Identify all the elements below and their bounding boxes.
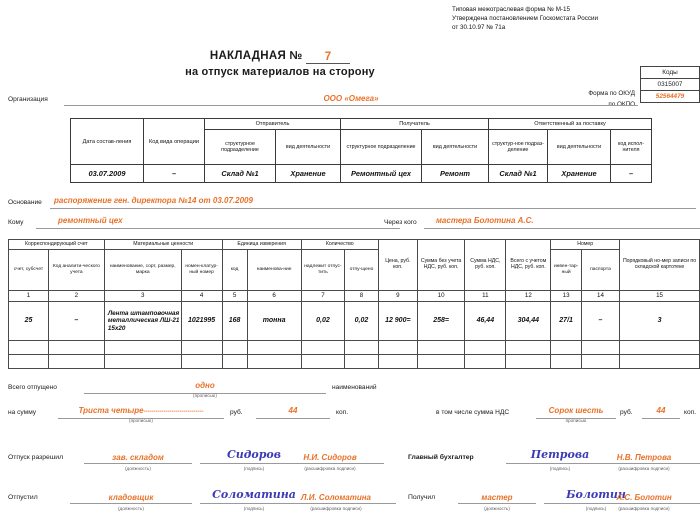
header-table-value-row (71, 165, 652, 183)
transcript-caption: (расшифровка подписи) (618, 506, 670, 511)
empty-cell[interactable] (345, 341, 379, 355)
materials-number-row (9, 291, 700, 302)
table-row[interactable] (9, 302, 700, 341)
released-by-position-slot[interactable] (70, 482, 192, 511)
empty-cell[interactable] (104, 341, 181, 355)
col-resp-dept-header: структур-ное подраз-деление (489, 130, 548, 165)
signature-caption: (подпись) (585, 506, 607, 511)
cell-unit-code[interactable]: 168 (222, 302, 247, 341)
empty-cell[interactable] (551, 341, 582, 355)
rule (84, 463, 192, 464)
col-sender-activity-header: вид деятельности (276, 130, 341, 165)
value-operation-code[interactable]: – (144, 165, 205, 183)
through-whom-label: Через кого (384, 219, 417, 226)
kop-label: коп. (336, 409, 349, 416)
colnum-11: 11 (465, 291, 506, 302)
rule (458, 503, 536, 504)
cell-qty-released[interactable]: 0,02 (345, 302, 379, 341)
empty-cell[interactable] (48, 355, 104, 369)
empty-cell[interactable] (465, 341, 506, 355)
permitted-transcript: Н.И. Сидоров (303, 453, 357, 462)
value-receiver-activity[interactable]: Ремонт (422, 165, 489, 183)
colnum-15: 15 (620, 291, 700, 302)
colnum-12: 12 (506, 291, 551, 302)
rule (276, 503, 396, 504)
form-reference-line-2: Утверждена постановлением Госкомстата России (452, 15, 599, 23)
group-sender: Отправитель (205, 119, 341, 130)
position-caption: (должность) (484, 506, 510, 511)
colnum-8: 8 (345, 291, 379, 302)
signature-caption: (подпись) (243, 506, 265, 511)
col-date-header: Дата состав-ления (71, 119, 144, 165)
rule (70, 503, 192, 504)
col-card-number-header: Порядковый но-мер записи по складской картотеке (620, 240, 700, 291)
header-table-group-row (71, 119, 652, 130)
released-by-label: Отпустил (8, 494, 38, 501)
released-by-transcript-slot[interactable] (276, 482, 396, 511)
document-number: 7 (306, 51, 350, 64)
value-resp-dept[interactable]: Склад №1 (489, 165, 548, 183)
col-analytic-code-header: Код аналити-ческого учета (48, 250, 104, 291)
value-sender-activity[interactable]: Хранение (276, 165, 341, 183)
vat-kopeck-value[interactable]: 44 (642, 406, 680, 419)
accountant-label: Главный бухгалтер (408, 454, 474, 461)
sum-dashes: ------------------------------ (143, 409, 204, 415)
colnum-14: 14 (581, 291, 619, 302)
value-executor-code[interactable]: – (611, 165, 652, 183)
empty-cell[interactable] (181, 341, 222, 355)
empty-cell[interactable] (378, 355, 417, 369)
col-qty-released-header: отпу-щено (345, 250, 379, 291)
empty-cell[interactable] (378, 341, 417, 355)
col-account-header: счет, субсчет (9, 250, 49, 291)
accountant-transcript-slot[interactable] (588, 442, 700, 471)
released-by-position: кладовщик (108, 493, 154, 502)
col-resp-activity-header: вид деятельности (548, 130, 611, 165)
received-transcript: А.С. Болотин (616, 493, 672, 502)
colnum-9: 9 (378, 291, 417, 302)
col-receiver-dept-header: структурное подразделение (341, 130, 422, 165)
colnum-4: 4 (181, 291, 222, 302)
form-reference-line-1: Типовая межотраслевая форма № М-15 (452, 6, 571, 13)
cell-total[interactable]: 304,44 (506, 302, 551, 341)
vat-kop-label: коп. (684, 409, 697, 416)
signature-caption: (подпись) (243, 466, 265, 471)
materials-table (8, 239, 700, 369)
empty-cell[interactable] (345, 355, 379, 369)
permitted-position-slot[interactable] (84, 442, 192, 471)
col-executor-code-header: код испол-нителя (611, 130, 652, 165)
received-signature: Болотин (566, 488, 626, 501)
accountant-signature: Петрова (530, 448, 590, 461)
colnum-6: 6 (247, 291, 301, 302)
empty-cell[interactable] (551, 355, 582, 369)
organization-label: Организация (8, 96, 48, 103)
received-position-slot[interactable] (458, 482, 536, 511)
transcript-caption: (расшифровка подписи) (304, 466, 356, 471)
accountant-transcript: Н.В. Петрова (616, 453, 672, 462)
table-row-empty[interactable] (9, 341, 700, 355)
cell-unit-name[interactable]: тонна (247, 302, 301, 341)
colnum-7: 7 (301, 291, 344, 302)
through-whom-value[interactable]: мастера Болотина А.С. (424, 216, 700, 229)
col-total-header: Всего с учетом НДС, руб. коп. (506, 240, 551, 291)
colnum-2: 2 (48, 291, 104, 302)
permitted-signature: Сидоров (227, 448, 281, 461)
cell-price[interactable]: 12 900= (378, 302, 417, 341)
received-label: Получил (408, 494, 436, 501)
colnum-5: 5 (222, 291, 247, 302)
empty-cell[interactable] (247, 341, 301, 355)
page-title-text: НАКЛАДНАЯ № (209, 50, 303, 62)
empty-cell[interactable] (222, 341, 247, 355)
value-receiver-dept[interactable]: Ремонтный цех (341, 165, 422, 183)
empty-cell[interactable] (465, 355, 506, 369)
col-vat-header: Сумма НДС, руб. коп. (465, 240, 506, 291)
permitted-label: Отпуск разрешил (8, 454, 64, 461)
released-caption: (прописью) (193, 393, 217, 398)
materials-sub-row (9, 250, 700, 291)
position-caption: (должность) (125, 466, 151, 471)
rule (276, 463, 384, 464)
released-by-signature: Соломатина (212, 488, 296, 501)
group-account: Корреспондирующий счет (9, 240, 105, 250)
transcript-caption: (расшифровка подписи) (618, 466, 670, 471)
empty-cell[interactable] (506, 341, 551, 355)
form-reference-line-3: от 30.10.97 № 71а (452, 24, 506, 32)
value-sender-dept[interactable]: Склад №1 (205, 165, 276, 183)
sum-caption: (прописью) (129, 418, 153, 423)
okpo-value: 52564479 (655, 93, 685, 100)
empty-cell[interactable] (581, 355, 619, 369)
group-responsible: Ответственный за поставку (489, 119, 652, 130)
empty-cell[interactable] (104, 355, 181, 369)
col-passport-number-header: паспорта (581, 250, 619, 291)
cell-passport-number[interactable]: – (581, 302, 619, 341)
codes-header: Коды (641, 67, 699, 79)
empty-cell[interactable] (417, 355, 465, 369)
permitted-position: зав. складом (112, 453, 164, 462)
position-caption: (должность) (118, 506, 144, 511)
cell-qty-due[interactable]: 0,02 (301, 302, 344, 341)
col-nomenclature-header: номен-клатур-ный номер (181, 250, 222, 291)
names-label: наименований (332, 384, 377, 391)
cell-vat[interactable]: 46,44 (465, 302, 506, 341)
empty-cell[interactable] (181, 355, 222, 369)
cell-account[interactable]: 25 (9, 302, 49, 341)
cell-inventory-number[interactable]: 27/1 (551, 302, 582, 341)
empty-cell[interactable] (301, 355, 344, 369)
header-table (70, 118, 652, 183)
group-unit: Единица измерения (222, 240, 301, 250)
vat-value[interactable]: Сорок шесть (536, 406, 616, 419)
colnum-1: 1 (9, 291, 49, 302)
group-quantity: Количество (301, 240, 378, 250)
col-unit-name-header: наименова-ние (247, 250, 301, 291)
empty-cell[interactable] (9, 341, 49, 355)
cell-material-name[interactable]: Лента штамповочная металлическая ЛШ-21 15х20 (104, 302, 181, 341)
empty-cell[interactable] (9, 355, 49, 369)
okud-label: Форма по ОКУД (588, 90, 635, 97)
page-title (0, 50, 560, 64)
empty-cell[interactable] (301, 341, 344, 355)
col-price-header: Цена, руб. коп. (378, 240, 417, 291)
group-number: Номер (551, 240, 620, 250)
rub-label: руб. (230, 409, 243, 416)
col-receiver-activity-header: вид деятельности (422, 130, 489, 165)
cell-analytic-code[interactable]: – (48, 302, 104, 341)
empty-cell[interactable] (48, 341, 104, 355)
empty-cell[interactable] (222, 355, 247, 369)
basis-label: Основание (8, 199, 42, 206)
rule (588, 463, 700, 464)
page-subtitle: на отпуск материалов на сторону (185, 66, 375, 78)
col-sum-novat-header: Сумма без учета НДС, руб. коп. (417, 240, 465, 291)
transcript-caption: (расшифровка подписи) (310, 506, 362, 511)
col-qty-due-header: надлежит отпус-тить (301, 250, 344, 291)
sum-label: на сумму (8, 409, 37, 416)
colnum-10: 10 (417, 291, 465, 302)
permitted-transcript-slot[interactable] (276, 442, 384, 471)
sum-value: Триста четыре (78, 406, 144, 415)
materials-group-row (9, 240, 700, 250)
col-inventory-number-header: инвен-тар-ный (551, 250, 582, 291)
value-date[interactable]: 03.07.2009 (71, 165, 144, 183)
cell-sum-novat[interactable]: 258= (417, 302, 465, 341)
empty-cell[interactable] (247, 355, 301, 369)
empty-cell[interactable] (581, 341, 619, 355)
okud-value: 0315007 (641, 79, 699, 91)
group-receiver: Получатель (341, 119, 489, 130)
empty-cell[interactable] (506, 355, 551, 369)
vat-caption: прописью (565, 418, 587, 423)
cell-nomenclature[interactable]: 1021995 (181, 302, 222, 341)
organization-value[interactable]: ООО «Омега» (64, 94, 638, 106)
empty-cell[interactable] (620, 355, 700, 369)
rule (588, 503, 700, 504)
received-position: мастер (481, 493, 513, 502)
form-reference (452, 5, 598, 33)
colnum-3: 3 (104, 291, 181, 302)
to-whom-value[interactable]: ремонтный цех (36, 216, 400, 229)
vat-rub-label: руб. (620, 409, 633, 416)
empty-cell[interactable] (620, 341, 700, 355)
sum-kopeck-value[interactable]: 44 (256, 406, 330, 419)
to-whom-label: Кому (8, 219, 24, 226)
table-row-empty[interactable] (9, 355, 700, 369)
empty-cell[interactable] (417, 341, 465, 355)
released-label: Всего отпущено (8, 384, 57, 391)
col-operation-code-header: Код вида операции (144, 119, 205, 165)
cell-card-number[interactable]: 3 (620, 302, 700, 341)
colnum-13: 13 (551, 291, 582, 302)
col-sender-dept-header: структурное подразделение (205, 130, 276, 165)
vat-label: в том числе сумма НДС (436, 409, 510, 416)
okpo-label: по ОКПО (608, 101, 635, 108)
col-material-name-header: наименование, сорт, размер, марка (104, 250, 181, 291)
codes-box (640, 66, 700, 103)
released-by-transcript: Л.И. Соломатина (301, 493, 371, 502)
col-unit-code-header: код (222, 250, 247, 291)
signature-caption: (подпись) (549, 466, 571, 471)
released-value[interactable]: одно (84, 381, 326, 394)
basis-value[interactable]: распоряжение ген. директора №14 от 03.07.2009 (50, 196, 696, 209)
group-materials: Материальные ценности (104, 240, 222, 250)
value-resp-activity[interactable]: Хранение (548, 165, 611, 183)
